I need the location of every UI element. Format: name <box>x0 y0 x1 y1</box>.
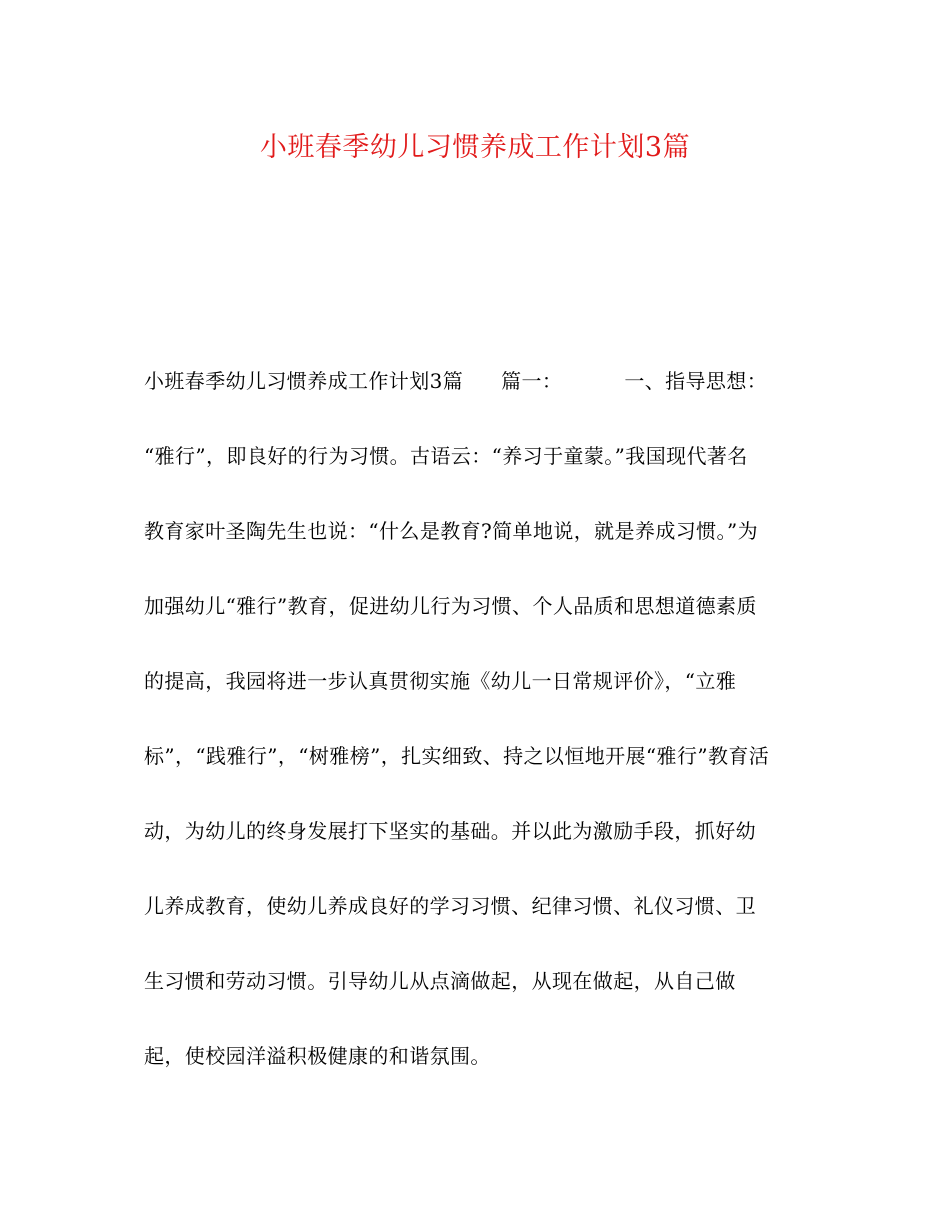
body-line: 起，使校园洋溢积极健康的和谐氛围。 <box>144 1044 491 1068</box>
body-line: 标”，“践雅行”，“树雅榜”，扎实细致、持之以恒地开展“雅行”教育活 <box>144 744 770 768</box>
body-line: 儿养成教育，使幼儿养成良好的学习习惯、纪律习惯、礼仪习惯、卫 <box>144 894 756 918</box>
body-line: 生习惯和劳动习惯。引导幼儿从点滴做起，从现在做起，从自己做 <box>144 969 736 993</box>
body-line: 的提高，我园将进一步认真贯彻实施《幼儿一日常规评价》，“立雅 <box>144 669 737 693</box>
section-label: 篇一： <box>501 369 563 393</box>
body-line: 加强幼儿“雅行”教育，促进幼儿行为习惯、个人品质和思想道德素质 <box>144 594 757 618</box>
body-line: 教育家叶圣陶先生也说：“什么是教育?简单地说，就是养成习惯。”为 <box>144 519 758 543</box>
document-subtitle: 小班春季幼儿习惯养成工作计划3篇 <box>144 369 464 393</box>
section-heading: 一、指导思想： <box>624 369 768 393</box>
document-title: 小班春季幼儿习惯养成工作计划3篇 <box>259 132 691 163</box>
body-line-heading <box>144 362 814 400</box>
document-body <box>144 362 814 1112</box>
body-line: “雅行”，即良好的行为习惯。古语云：“养习于童蒙。”我国现代著名 <box>144 444 748 468</box>
body-line: 动，为幼儿的终身发展打下坚实的基础。并以此为激励手段，抓好幼 <box>144 819 756 843</box>
